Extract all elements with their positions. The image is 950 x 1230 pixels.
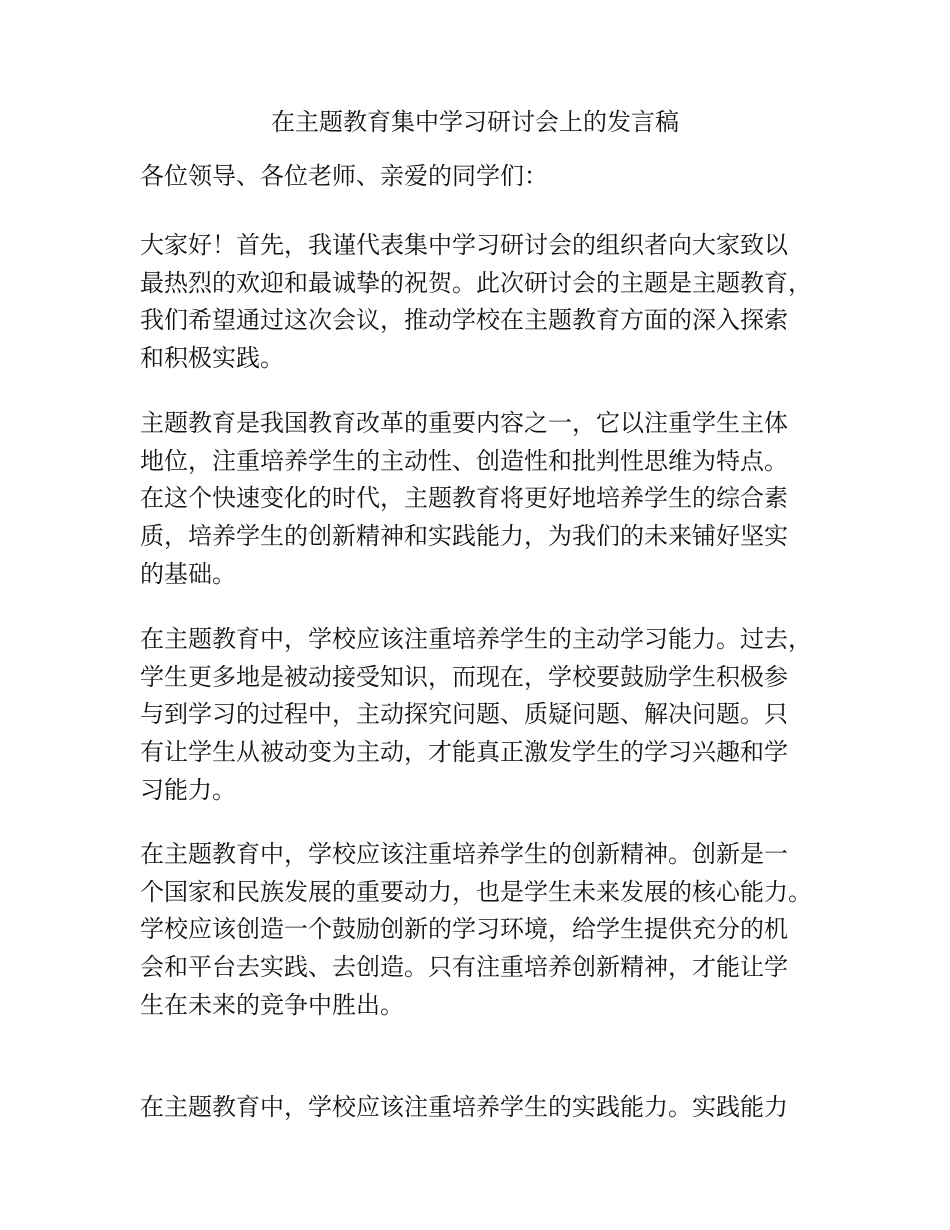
- paragraph-line: 与到学习的过程中，主动探究问题、质疑问题、解决问题。只: [140, 700, 788, 729]
- paragraph-line: 我们希望通过这次会议，推动学校在主题教育方面的深入探索: [140, 306, 788, 335]
- paragraph-line: 质，培养学生的创新精神和实践能力，为我们的未来铺好坚实: [140, 522, 788, 551]
- paragraph-line: 学生更多地是被动接受知识，而现在，学校要鼓励学生积极参: [140, 662, 788, 691]
- paragraph: [140, 621, 812, 809]
- paragraph: [140, 836, 812, 1024]
- paragraph: [140, 1089, 788, 1127]
- paragraph-line: 在主题教育中，学校应该注重培养学生的实践能力。实践能力: [140, 1093, 788, 1121]
- paragraph-line: 的基础。: [140, 559, 236, 588]
- paragraph-line: 最热烈的欢迎和最诚挚的祝贺。此次研讨会的主题是主题教育，: [140, 268, 812, 297]
- paragraph: [140, 227, 812, 378]
- paragraph-line: 有让学生从被动变为主动，才能真正激发学生的学习兴趣和学: [140, 738, 788, 767]
- paragraph-line: 在主题教育中，学校应该注重培养学生的主动学习能力。过去，: [140, 625, 812, 653]
- salutation: 各位领导、各位老师、亲爱的同学们：: [140, 162, 548, 190]
- paragraph: [140, 405, 788, 593]
- paragraph-line: 生在未来的竞争中胜出。: [140, 990, 404, 1019]
- document-title: 在主题教育集中学习研讨会上的发言稿: [271, 108, 679, 136]
- paragraph-line: 地位，注重培养学生的主动性、创造性和批判性思维为特点。: [140, 446, 788, 475]
- paragraph-line: 习能力。: [140, 775, 236, 804]
- paragraph-line: 大家好！首先，我谨代表集中学习研讨会的组织者向大家致以: [140, 231, 788, 259]
- paragraph-line: 在这个快速变化的时代，主题教育将更好地培养学生的综合素: [140, 484, 788, 513]
- paragraph-line: 主题教育是我国教育改革的重要内容之一，它以注重学生主体: [140, 409, 788, 437]
- paragraph-line: 和积极实践。: [140, 344, 284, 373]
- paragraph-line: 学校应该创造一个鼓励创新的学习环境，给学生提供充分的机: [140, 915, 788, 944]
- paragraph-line: 在主题教育中，学校应该注重培养学生的创新精神。创新是一: [140, 840, 788, 868]
- paragraph-line: 个国家和民族发展的重要动力，也是学生未来发展的核心能力。: [140, 877, 812, 906]
- paragraph-line: 会和平台去实践、去创造。只有注重培养创新精神，才能让学: [140, 953, 788, 982]
